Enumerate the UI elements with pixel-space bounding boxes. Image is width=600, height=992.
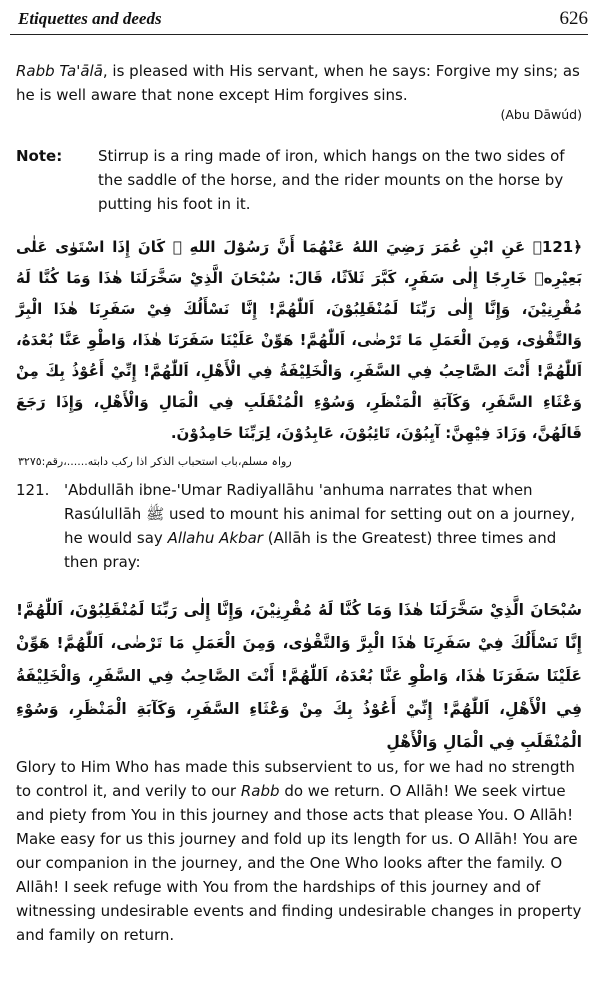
translation-part1: Glory to Him Who has made this subservient to us, for we had no strength to control it, and verily to our xyxy=(16,758,575,800)
hadith-text-part1: 'Abdullāh ibne-'Umar Radiyallāhu 'anhuma narrates that when Rasúlullāh xyxy=(64,481,533,523)
page-number: 626 xyxy=(559,8,588,29)
intro-reference: (Abu Dāwúd) xyxy=(500,107,582,122)
note-label: Note: xyxy=(16,147,63,165)
dua-translation xyxy=(16,755,584,947)
hadith-arabic-reference: رواہ مسلم،باب استحباب الذکر اذا رکب دابته......،رقم:٣٢٧٥ xyxy=(18,455,292,468)
intro-text: , is pleased with His servant, when he says: Forgive my sins; as he is well aware that none except Him forgives sins. xyxy=(16,62,580,104)
page-header xyxy=(10,4,588,35)
allahu-akbar-term: Allahu Akbar xyxy=(167,529,263,547)
hadith-number: 121. xyxy=(16,481,50,499)
hadith-text-part3: (Allāh is the Greatest) three times and then pray: xyxy=(64,529,557,571)
dua-arabic-text: سُبْحَانَ الَّذِيْ سَخَّرَلَنَا هٰذَا وَمَا كُنَّا لَهُ مُقْرِنِيْنَ، وَإِنَّا إِلٰى رَبِّنَا لَمُنْقَلِبُوْنَ، اَللّٰهُمَّ! إِنَّا نَسْأَلُكَ فِيْ سَفَرِنَا هٰذَا الْبِرَّ وَالتَّقْوٰى، وَمِنَ الْعَمَلِ مَا تَرْضٰى، اَللّٰهُمَّ! هَوِّنْ عَلَيْنَا سَفَرَنَا هٰذَا، وَاطْوِ عَنَّا بُعْدَهُ، اَللّٰهُمَّ! أَنْتَ الصَّاحِبُ فِي السَّفَرِ، وَالْخَلِيْفَةُ فِي الْأَهْلِ، اَللّٰهُمَّ! إِنِّيْ أَعُوْذُ بِكَ مِنْ وَعْثَاءِ السَّفَرِ، وَكَآبَةِ الْمَنْظَرِ، وَسُوْءِ الْمُنْقَلَبِ فِي الْمَالِ وَالْأَهْلِ xyxy=(16,601,582,751)
running-title: Etiquettes and deeds xyxy=(18,9,162,28)
hadith-translation xyxy=(64,478,584,574)
intro-paragraph xyxy=(16,59,584,107)
note-text: Stirrup is a ring made of iron, which hangs on the two sides of the saddle of the horse, and the rider mounts on the horse by putting his foot in it. xyxy=(98,147,565,213)
rabb-term: Rabb xyxy=(240,782,280,800)
hadith-text-part2: used to mount his animal for setting out on a journey, he would say xyxy=(64,505,576,547)
salutation-symbol: ﷺ xyxy=(146,505,165,523)
hadith-arabic-text: ﴿121﴾ عَنِ ابْنِ عُمَرَ رَضِيَ اللهُ عَنْهُمَا أَنَّ رَسُوْلَ اللهِ ﷺ كَانَ إِذَا اسْتَوٰى عَلٰى بَعِيْرِهٖ خَارِجًا إِلٰى سَفَرٍ، كَبَّرَ ثَلاَثًا، قَالَ: سُبْحَانَ الَّذِيْ سَخَّرَلَنَا هٰذَا وَمَا كُنَّا لَهُ مُقْرِنِيْنَ، وَإِنَّا إِلٰى رَبِّنَا لَمُنْقَلِبُوْنَ، اَللّٰهُمَّ! إِنَّا نَسْأَلُكَ فِيْ سَفَرِنَا هٰذَا الْبِرَّ وَالتَّقْوٰى، وَمِنَ الْعَمَلِ مَا تَرْضٰى، اَللّٰهُمَّ! هَوِّنْ عَلَيْنَا سَفَرَنَا هٰذَا، وَاطْوِ عَنَّا بُعْدَهُ، اَللّٰهُمَّ! أَنْتَ الصَّاحِبُ فِي السَّفَرِ، وَالْخَلِيْفَةُ فِي الْأَهْلِ، اَللّٰهُمَّ! إِنِّيْ أَعُوْذُ بِكَ مِنْ وَعْثَاءِ السَّفَرِ، وَكَآبَةِ الْمَنْظَرِ، وَسُوْءِ الْمُنْقَلَبِ فِي الْمَالِ وَالْأَهْلِ، وَإِذَا رَجَعَ قَالَهُنَّ، وَزَادَ فِيْهِنَّ: آيِبُوْنَ، تَائِبُوْنَ، عَابِدُوْنَ، لِرَبِّنَا حَامِدُوْنَ. xyxy=(16,238,582,442)
rabb-taala-term: Rabb Ta'ālā xyxy=(16,62,103,80)
translation-part2: do we return. O Allāh! We seek virtue and piety from You in this journey and those acts that please You. O Allāh! Make easy for us this journey and fold up its length for us. O Allāh! You are our companion in the journey, and the One Who looks after the family. O Allāh! I seek refuge with You from the hardships of this journey and of witnessing undesirable events and finding undesirable changes in property and family on return. xyxy=(16,782,582,944)
